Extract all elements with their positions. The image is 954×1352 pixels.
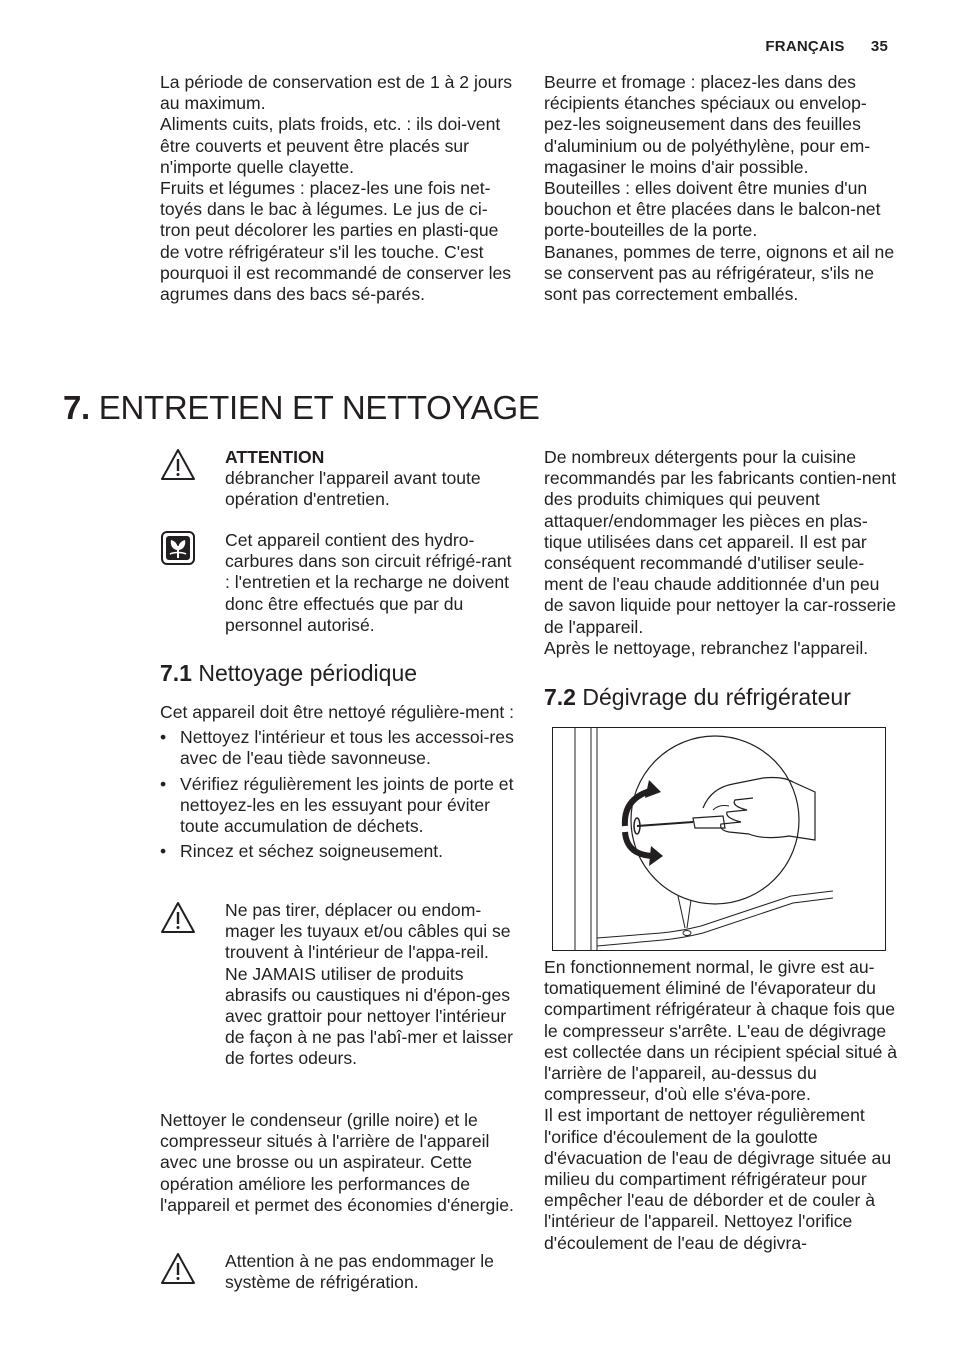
defrost-body: [544, 957, 898, 1254]
detergent-paragraph: De nombreux détergents pour la cuisine recommandés par les fabricants contien-nent des produits chimiques qui peuvent attaquer/endommager les pièces en plas-tique utilisées dans cet appareil. Il est par conséquent recommandé d'utiliser seule-ment de l'eau chaude additionnée d'un peu de savon liquide pour nettoyer la car-rosserie de l'appareil.: [544, 447, 897, 637]
section-heading: [63, 386, 540, 430]
subsection-title: Nettoyage périodique: [198, 660, 418, 686]
header-language: FRANÇAIS: [765, 38, 845, 55]
environment-notice: [160, 530, 515, 640]
detergent-block: [544, 447, 898, 659]
defrost-drain-drawing: [553, 728, 885, 950]
paragraph: Beurre et fromage : placez-les dans des récipients étanches spéciaux ou envelop-pez-les soigneusement dans des feuilles d'aluminium ou de polyéthylène, pour em-magasiner le moins d'air possible.: [544, 72, 871, 177]
paragraph: Aliments cuits, plats froids, etc. : ils doi-vent être couverts et peuvent être placés sur n'importe quelle clayette.: [160, 114, 501, 177]
attention-notice: [160, 447, 515, 517]
condenser-paragraph: Nettoyer le condenseur (grille noire) et le compresseur situés à l'arrière de l'appareil avec une brosse ou un aspirateur. Cette opération améliore les performances de l'appareil et permet des économies d'énergie.: [160, 1110, 514, 1215]
subsection-7-2-heading: [544, 683, 851, 711]
paragraph: Bananes, pommes de terre, oignons et ail ne se conservent pas au réfrigérateur, s'ils ne sont pas correctement emballés.: [544, 241, 895, 305]
paragraph: La période de conservation est de 1 à 2 jours au maximum.: [160, 72, 513, 114]
warning-text-pipes: Ne pas tirer, déplacer ou endom-mager les tuyaux et/ou câbles qui se trouvent à l'intérieur de l'appa-reil.: [225, 900, 511, 963]
damage-warning-notice: [160, 900, 515, 1095]
paragraph: Bouteilles : elles doivent être munies d'un bouchon et être placées dans le balcon-net porte-bouteilles de la porte.: [544, 178, 881, 241]
top-right-column: [544, 72, 898, 305]
refrigeration-warning-text: Attention à ne pas endommager le système de réfrigération.: [225, 1251, 494, 1293]
page-number: 35: [870, 38, 888, 55]
defrost-paragraph-2: Il est important de nettoyer régulièrement l'orifice d'écoulement de la goulotte d'évacuation de l'eau de dégivrage située au milieu du compartiment réfrigérateur pour empêcher l'eau de déborder et de couler à l'intérieur de l'appareil. Nettoyez l'orifice d'écoulement de l'eau de dégivra-: [544, 1105, 892, 1253]
top-left-column: [160, 72, 515, 305]
damage-warning-text: [225, 900, 515, 1070]
list-item: • Rincez et séchez soigneusement.: [160, 841, 515, 862]
cleaning-list: [160, 727, 515, 862]
attention-text-block: [225, 447, 515, 511]
list-item: • Nettoyez l'intérieur et tous les accessoi-res avec de l'eau tiède savonneuse.: [160, 727, 515, 769]
attention-text: débrancher l'appareil avant toute opération d'entretien.: [225, 468, 481, 510]
subsection-7-1-heading: [160, 659, 417, 687]
warning-icon: [160, 900, 196, 936]
defrost-drain-illustration: [552, 727, 886, 951]
leaf-environment-icon: [160, 530, 196, 566]
list-item: • Vérifiez régulièrement les joints de porte et nettoyez-les en les essuyant pour éviter toute accumulation de déchets.: [160, 774, 515, 838]
warning-text-abrasives: Ne JAMAIS utiliser de produits abrasifs ou caustiques ni d'épon-ges avec grattoir pour nettoyer l'intérieur de façon à ne pas l'abî-mer et laisser de fortes odeurs.: [225, 963, 513, 1069]
subsection-number: 7.2: [544, 684, 576, 710]
condenser-paragraph-block: [160, 1110, 515, 1216]
defrost-paragraph-1: En fonctionnement normal, le givre est au-tomatiquement éliminé de l'évaporateur du compartiment réfrigérateur à chaque fois que le compresseur s'arrête. L'eau de dégivrage est collectée dans un récipient spécial situé à l'arrière de l'appareil, au-dessus du compresseur, d'où elle s'éva-pore.: [544, 957, 898, 1105]
subsection-number: 7.1: [160, 660, 192, 686]
refrigeration-warning-notice: [160, 1251, 515, 1295]
attention-title: ATTENTION: [225, 447, 325, 467]
cleaning-intro: Cet appareil doit être nettoyé régulière-ment :: [160, 702, 515, 722]
section-number: 7.: [63, 389, 90, 426]
section-title: ENTRETIEN ET NETTOYAGE: [98, 389, 540, 426]
reconnect-paragraph: Après le nettoyage, rebranchez l'appareil.: [544, 637, 869, 658]
warning-icon: [160, 447, 196, 483]
cleaning-body: [160, 702, 515, 866]
hydrocarbon-text: Cet appareil contient des hydro-carbures dans son circuit réfrigé-rant : l'entretien et la recharge ne doivent donc être effectués que par du personnel autorisé.: [225, 530, 512, 635]
warning-icon: [160, 1251, 196, 1287]
paragraph: Fruits et légumes : placez-les une fois net-toyés dans le bac à légumes. Le jus de ci-tron peut décolorer les parties en plasti-que de votre réfrigérateur s'il les touche. C'est pourquoi il est recommandé de conserver les agrumes dans des bacs sé-parés.: [160, 178, 512, 305]
page-header: [765, 38, 888, 55]
subsection-title: Dégivrage du réfrigérateur: [582, 684, 851, 710]
